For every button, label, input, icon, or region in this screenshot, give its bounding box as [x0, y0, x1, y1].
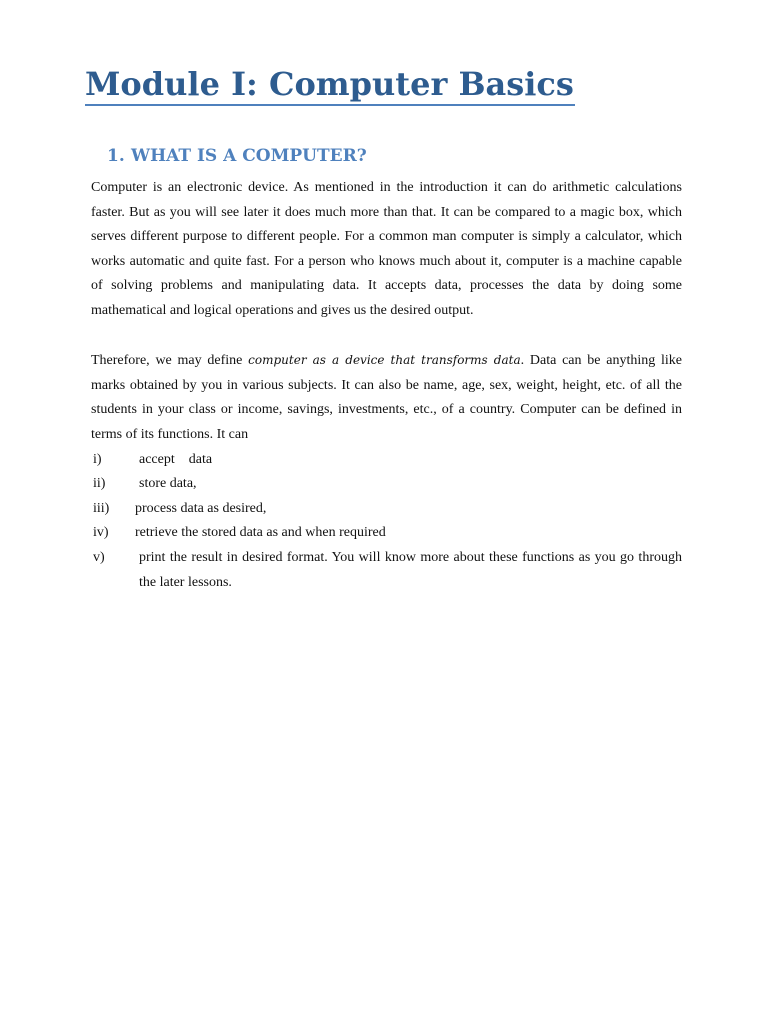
list-marker: i) [93, 451, 102, 467]
list-marker: iv) [93, 525, 109, 541]
list-item [91, 497, 682, 522]
paragraph-definition: Computer is an electronic device. As mentioned in the introduction it can do arithmetic calculations faster. But as you will see later it does much more than that. It can be compared to a magic box, which serves different purpose to different people. For a common man computer is simply a calculator, which works automatic and quite fast. For a person who knows much about it, computer is a machine capable of solving problems and manipulating data. It accepts data, processes the data by doing some mathematical and logical operations and gives us the desired output. [91, 180, 682, 318]
paragraph-transform-emphasis: computer as a device that transforms data [248, 353, 521, 368]
list-item [91, 546, 682, 595]
paragraph-transform-lead: Therefore, we may define [91, 353, 249, 369]
list-item-text: accept data [139, 451, 213, 467]
list-item-text: print the result in desired format. You will know more about these functions as you go through the later lessons. [139, 549, 682, 590]
list-item-text: store data, [139, 476, 197, 492]
functions-list [91, 448, 682, 596]
list-item [91, 521, 682, 546]
paragraph-transform-rest: . Data can be anything like marks obtained by you in various subjects. It can also be name, age, sex, weight, height, etc. of all the students in your class or income, savings, investments, etc., of a country. Computer can be defined in terms of its functions. It can [91, 353, 682, 442]
list-marker: v) [93, 549, 105, 565]
section-number: 1. [107, 146, 125, 166]
document-body [91, 176, 682, 595]
title-underline [85, 104, 575, 106]
list-item-text: process data as desired, [135, 500, 267, 516]
list-marker: ii) [93, 476, 106, 492]
module-title: Module I: Computer Basics [85, 65, 574, 103]
list-item [91, 448, 682, 473]
section-heading-text: WHAT IS A COMPUTER? [131, 146, 367, 166]
list-item [91, 472, 682, 497]
section-heading [107, 142, 367, 170]
list-marker: iii) [93, 500, 110, 516]
paragraph-transform [91, 348, 682, 447]
list-item-text: retrieve the stored data as and when required [135, 525, 386, 541]
